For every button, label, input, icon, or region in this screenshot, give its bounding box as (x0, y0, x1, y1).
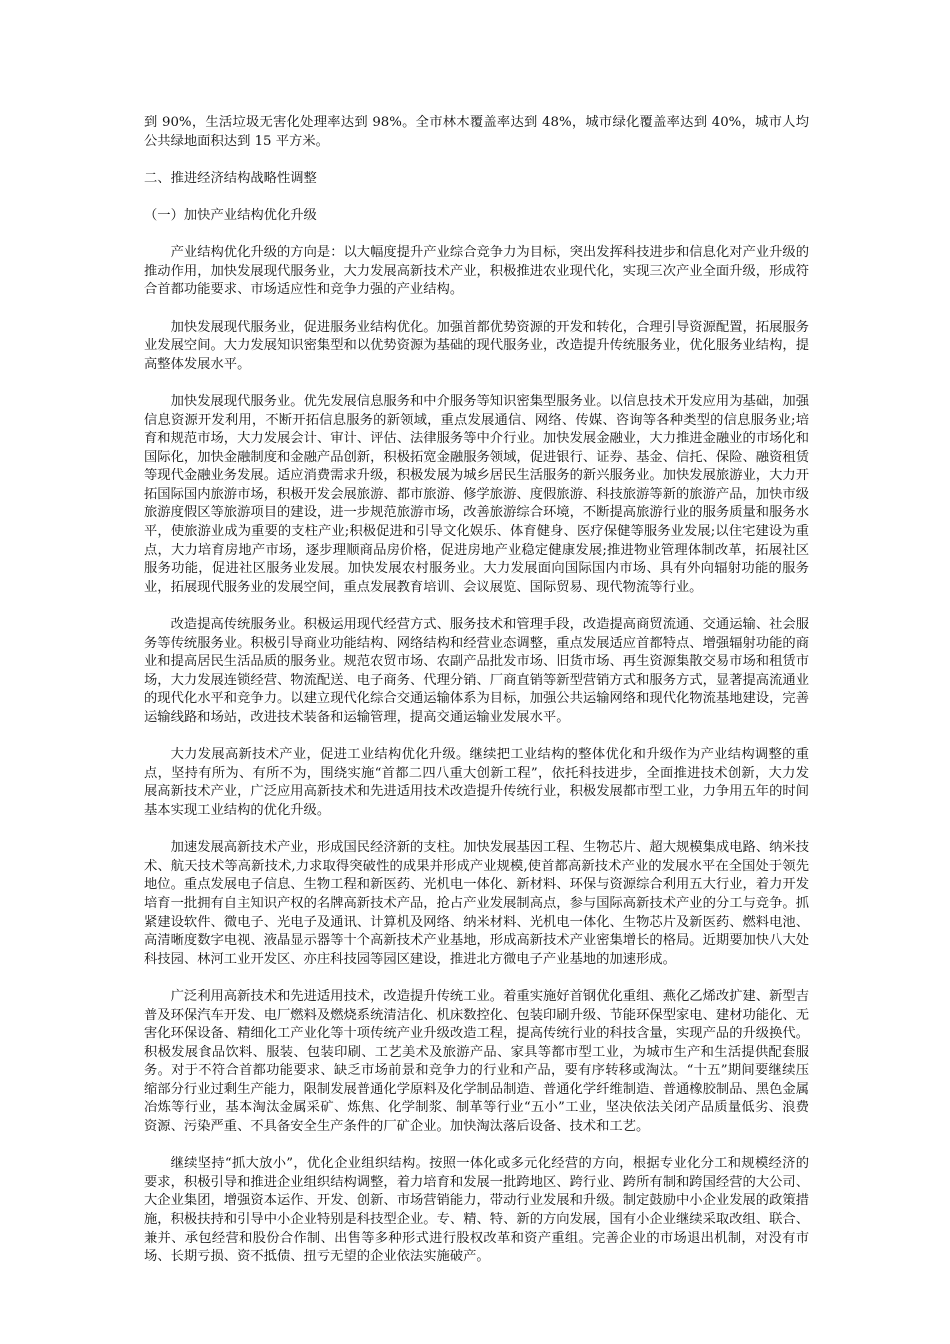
section-heading: 二、推进经济结构战略性调整 (144, 170, 317, 186)
body-paragraph: 广泛利用高新技术和先进适用技术，改造提升传统工业。着重实施好首钢优化重组、燕化乙烯改扩建、新型吉普及环保汽车开发、电厂燃料及燃烧系统清洁化、机床数控化、包装印刷升级、节能环保型家电、建材功能化、无害化环保设备、精细化工产业化等十项传统产业升级改造工程，提高传统行业的科技含量，实现产品的升级换代。积极发展食品饮料、服装、包装印刷、工艺美术及旅游产品、家具等都市型工业，为城市生产和生活提供配套服务。对于不符合首都功能要求、缺乏市场前景和竞争力的行业和产品，要有序转移或淘汰。“十五”期间要继续压缩部分行业过剩生产能力，限制发展普通化学原料及化学制品制造、普通化学纤维制造、普通橡胶制品、黑色金属冶炼等行业，基本淘汰金属采矿、炼焦、化学制浆、制革等行业“五小”工业，坚决依法关闭产品质量低劣、浪费资源、污染严重、不具备安全生产条件的厂矿企业。加快淘汰落后设备、技术和工艺。 (144, 988, 809, 1135)
body-paragraph: 继续坚持“抓大放小”，优化企业组织结构。按照一体化或多元化经营的方向，根据专业化分工和规模经济的要求，积极引导和推进企业组织结构调整，着力培育和发展一批跨地区、跨行业、跨所有制和跨国经营的大公司、大企业集团，增强资本运作、开发、创新、市场营销能力，带动行业发展和升级。制定鼓励中小企业发展的政策措施，积极扶持和引导中小企业特别是科技型企业。专、精、特、新的方向发展，国有小企业继续采取改组、联合、兼并、承包经营和股份合作制、出售等多种形式进行股权改革和资产重组。完善企业的市场退出机制，对没有市场、长期亏损、资不抵债、扭亏无望的企业依法实施破产。 (144, 1156, 809, 1265)
subsection-heading: （一）加快产业结构优化升级 (144, 207, 317, 223)
body-paragraph: 改造提高传统服务业。积极运用现代经营方式、服务技术和管理手段，改造提高商贸流通、交通运输、社会服务等传统服务业。积极引导商业功能结构、网络结构和经营业态调整，重点发展适应首都特点、增强辐射功能的商业和提高居民生活品质的服务业。规范农贸市场、农副产品批发市场、旧货市场、再生资源集散交易市场和租赁市场，大力发展连锁经营、物流配送、电子商务、代理分销、厂商直销等新型营销方式和服务方式，显著提高流通业的现代化水平和竞争力。以建立现代化综合交通运输体系为目标，加强公共运输网络和现代化物流基地建设，完善运输线路和场站，改进技术装备和运输管理，提高交通运输业发展水平。 (144, 617, 809, 725)
body-paragraph: 大力发展高新技术产业，促进工业结构优化升级。继续把工业结构的整体优化和升级作为产业结构调整的重点，坚持有所为、有所不为，围绕实施“首都二四八重大创新工程”，依托科技进步，全面推进技术创新，大力发展高新技术产业，广泛应用高新技术和先进适用技术改造提升传统行业，积极发展都市型工业，力争用五年的时间基本实现工业结构的优化升级。 (144, 747, 809, 818)
intro-paragraph: 到 90%，生活垃圾无害化处理率达到 98%。全市林木覆盖率达到 48%，城市绿化覆盖率达到 40%，城市人均公共绿地面积达到 15 平方米。 (144, 115, 809, 149)
document-page (144, 114, 809, 1285)
body-paragraph: 加快发展现代服务业。优先发展信息服务和中介服务等知识密集型服务业。以信息技术开发应用为基础，加强信息资源开发利用，不断开拓信息服务的新领域，重点发展通信、网络、传媒、咨询等各种类型的信息服务业;培育和规范市场，大力发展会计、审计、评估、法律服务等中介行业。加快发展金融业，大力推进金融业的市场化和国际化，加快金融制度和金融产品创新，积极拓宽金融服务领域，促进银行、证券、基金、信托、保险、融资租赁等现代金融业务发展。适应消费需求升级，积极发展为城乡居民生活服务的新兴服务业。加快发展旅游业，大力开拓国际国内旅游市场，积极开发会展旅游、都市旅游、修学旅游、度假旅游、科技旅游等新的旅游产品，加快市级旅游度假区等旅游项目的建设，进一步规范旅游市场，改善旅游综合环境，不断提高旅游行业的服务质量和服务水平，使旅游业成为重要的支柱产业;积极促进和引导文化娱乐、体育健身、医疗保健等服务业发展;以住宅建设为重点，大力培育房地产市场，逐步理顺商品房价格，促进房地产业稳定健康发展;推进物业管理体制改革，拓展社区服务功能，促进社区服务业发展。加快发展农村服务业。大力发展面向国际国内市场、具有外向辐射功能的服务业，拓展现代服务业的发展空间，重点发展教育培训、会议展览、国际贸易、现代物流等行业。 (144, 393, 809, 595)
body-paragraph: 产业结构优化升级的方向是：以大幅度提升产业综合竞争力为目标，突出发挥科技进步和信息化对产业升级的推动作用，加快发展现代服务业，大力发展高新技术产业，积极推进农业现代化，实现三次产业全面升级，形成符合首都功能要求、市场适应性和竞争力强的产业结构。 (144, 245, 809, 298)
body-paragraph: 加速发展高新技术产业，形成国民经济新的支柱。加快发展基因工程、生物芯片、超大规模集成电路、纳米技术、航天技术等高新技术,力求取得突破性的成果并形成产业规模,使首都高新技术产业的发展水平在全国处于领先地位。重点发展电子信息、生物工程和新医药、光机电一体化、新材料、环保与资源综合利用五大行业，着力开发培育一批拥有自主知识产权的名牌高新技术产品，抢占产业发展制高点，参与国际高新技术产业的分工与竞争。抓紧建设软件、微电子、光电子及通讯、计算机及网络、纳米材料、光机电一体化、生物芯片及新医药、燃料电池、高清晰度数字电视、液晶显示器等十个高新技术产业基地，形成高新技术产业密集增长的格局。近期要加快八大处科技园、林河工业开发区、亦庄科技园等园区建设，推进北方微电子产业基地的加速形成。 (144, 840, 809, 967)
body-paragraph: 加快发展现代服务业，促进服务业结构优化。加强首都优势资源的开发和转化，合理引导资源配置，拓展服务业发展空间。大力发展知识密集型和以优势资源为基础的现代服务业，改造提升传统服务业，优化服务业结构，提高整体发展水平。 (144, 319, 809, 372)
